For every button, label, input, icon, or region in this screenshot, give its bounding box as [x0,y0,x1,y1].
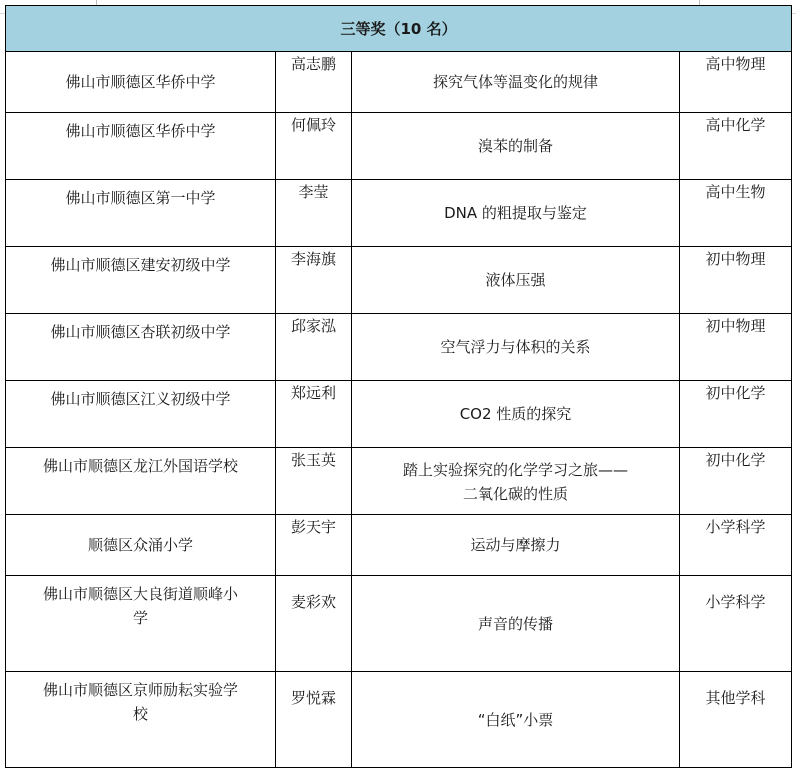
table-row [6,672,792,768]
table-row [6,515,792,576]
project-cell: 运动与摩擦力 [352,515,680,576]
school-line: 佛山市顺德区京师励耘实验学 [42,681,238,699]
table-row [6,381,792,448]
name-cell: 彭天宇 [276,515,352,576]
school-line: 校 [132,705,148,723]
table-row [6,247,792,314]
table-row [6,52,792,113]
name-cell: 李莹 [276,180,352,247]
school-line: 佛山市顺德区大良街道顺峰小 [42,585,238,603]
name-cell: 麦彩欢 [276,576,352,672]
school-cell: 佛山市顺德区龙江外国语学校 [6,448,276,515]
project-cell: DNA 的粗提取与鉴定 [352,180,680,247]
school-cell: 佛山市顺德区建安初级中学 [6,247,276,314]
project-cell: 溴苯的制备 [352,113,680,180]
subject-cell: 初中物理 [680,247,792,314]
subject-cell: 初中化学 [680,381,792,448]
name-cell: 张玉英 [276,448,352,515]
name-cell: 郑远利 [276,381,352,448]
school-cell [6,672,276,768]
project-cell: CO2 性质的探究 [352,381,680,448]
table-row [6,314,792,381]
table-row [6,448,792,515]
subject-cell: 小学科学 [680,515,792,576]
table-row [6,576,792,672]
award-header-row [6,6,792,52]
subject-cell: 初中物理 [680,314,792,381]
school-cell: 佛山市顺德区华侨中学 [6,113,276,180]
subject-cell: 小学科学 [680,576,792,672]
project-line: 二氧化碳的性质 [462,485,568,503]
name-cell: 李海旗 [276,247,352,314]
project-cell: 空气浮力与体积的关系 [352,314,680,381]
school-cell [6,576,276,672]
project-cell: “白纸”小票 [352,672,680,768]
school-line: 学 [132,609,148,627]
project-cell: 声音的传播 [352,576,680,672]
school-cell: 佛山市顺德区第一中学 [6,180,276,247]
school-cell: 佛山市顺德区江义初级中学 [6,381,276,448]
table-row [6,113,792,180]
award-header-title: 三等奖（10 名） [6,6,792,52]
name-cell: 高志鹏 [276,52,352,113]
name-cell: 何佩玲 [276,113,352,180]
name-cell: 罗悦霖 [276,672,352,768]
award-table [5,5,792,768]
school-cell: 佛山市顺德区杏联初级中学 [6,314,276,381]
project-cell: 液体压强 [352,247,680,314]
subject-cell: 其他学科 [680,672,792,768]
subject-cell: 高中化学 [680,113,792,180]
project-line: 踏上实验探究的化学学习之旅—— [402,461,628,479]
school-cell: 顺德区众涌小学 [6,515,276,576]
project-cell: 探究气体等温变化的规律 [352,52,680,113]
name-cell: 邱家泓 [276,314,352,381]
table-row [6,180,792,247]
school-cell: 佛山市顺德区华侨中学 [6,52,276,113]
subject-cell: 高中生物 [680,180,792,247]
subject-cell: 高中物理 [680,52,792,113]
project-cell [352,448,680,515]
subject-cell: 初中化学 [680,448,792,515]
